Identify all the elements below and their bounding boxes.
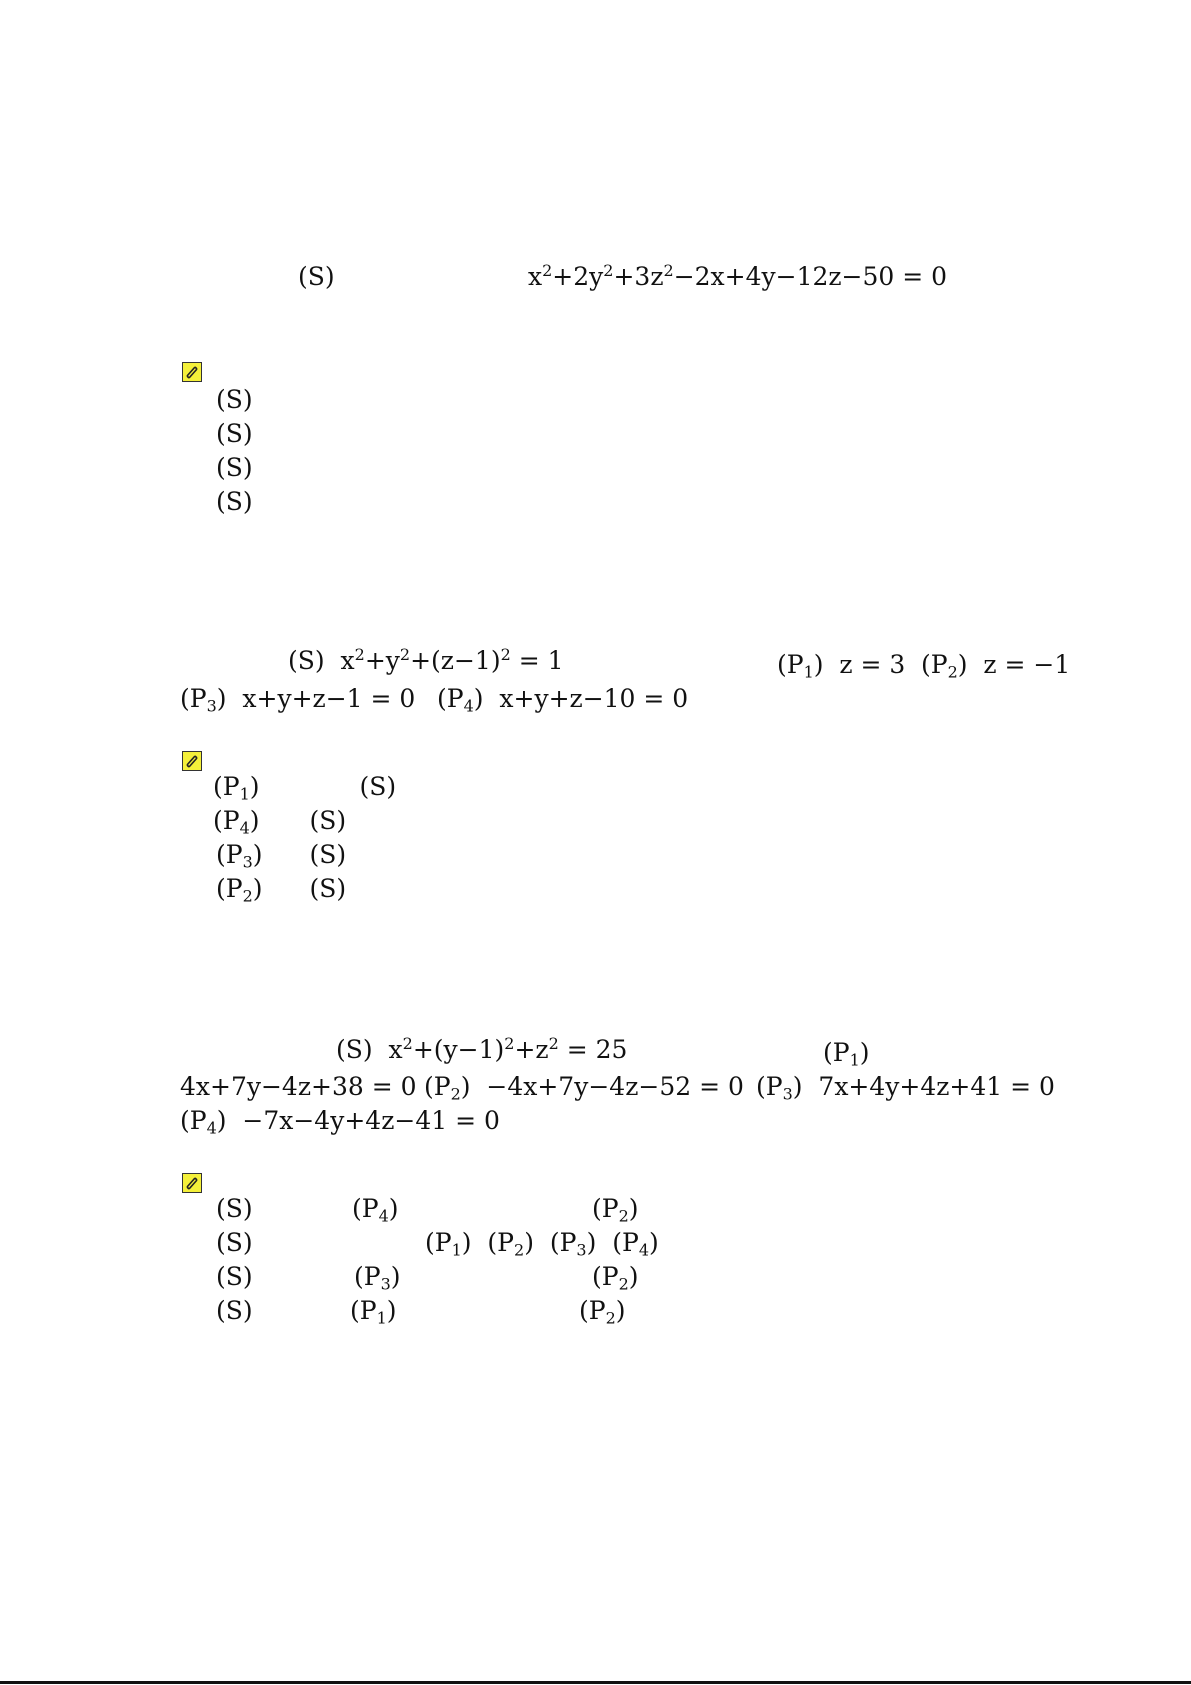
- q1-option-b[interactable]: (S): [216, 419, 253, 448]
- q2-option-a[interactable]: $(P_1)$ (S): [213, 772, 397, 804]
- q2-plane-p1: $(P_1) z = 3$: [777, 650, 906, 682]
- pencil-icon[interactable]: [182, 1173, 202, 1193]
- q3-plane-p4: $(P_4) -7x-4y+4z-41 = 0$: [180, 1106, 500, 1138]
- q2-option-d[interactable]: $(P_2)$ (S): [216, 874, 347, 906]
- q2-option-c[interactable]: $(P_3)$ (S): [216, 840, 347, 872]
- q3-plane-p1-label: $(P_1)$: [823, 1038, 870, 1070]
- q3-option-a-p4[interactable]: $(P_4)$: [352, 1194, 399, 1226]
- q1-option-c[interactable]: (S): [216, 453, 253, 482]
- q3-option-a-s[interactable]: (S): [216, 1194, 253, 1223]
- q3-option-c-p3[interactable]: $(P_3)$: [354, 1262, 401, 1294]
- pencil-icon[interactable]: [182, 751, 202, 771]
- q2-stem-line1: (S) $x^2+y^2+(z-1)^2 = 1$: [288, 645, 564, 675]
- pencil-icon[interactable]: [182, 362, 202, 382]
- q3-option-c-s[interactable]: (S): [216, 1262, 253, 1291]
- q3-option-d-p2[interactable]: $(P_2)$: [579, 1296, 626, 1328]
- q1-option-d[interactable]: (S): [216, 487, 253, 516]
- q1-sphere-label: (S): [298, 262, 335, 291]
- q1-equation: $x^2+2y^2+3z^2-2x+4y-12z-50 = 0$: [528, 261, 948, 291]
- q3-option-d-s[interactable]: (S): [216, 1296, 253, 1325]
- q3-option-c-p2[interactable]: $(P_2)$: [592, 1262, 639, 1294]
- q2-plane-p3: $(P_3) x+y+z-1 = 0$: [180, 684, 416, 716]
- q3-plane-p1: 4x+7y−4z+38 = 0: [180, 1072, 417, 1101]
- q3-plane-p3: $(P_3) 7x+4y+4z+41 = 0$: [756, 1072, 1055, 1104]
- q3-option-b-s[interactable]: (S): [216, 1228, 253, 1257]
- q2-plane-p4: $(P_4) x+y+z-10 = 0$: [437, 684, 689, 716]
- q3-option-a-p2[interactable]: $(P_2)$: [592, 1194, 639, 1226]
- q3-plane-p2: $(P_2) -4x+7y-4z-52 = 0$: [424, 1072, 744, 1104]
- page-bottom-border: [0, 1681, 1191, 1684]
- q1-option-a[interactable]: (S): [216, 385, 253, 414]
- q3-stem-line1: (S) $x^2+(y-1)^2+z^2 = 25$: [336, 1034, 628, 1064]
- q3-option-d-p1[interactable]: $(P_1)$: [350, 1296, 397, 1328]
- q2-option-b[interactable]: $(P_4)$ (S): [213, 806, 347, 838]
- q3-option-b-planes[interactable]: $(P_1)$ $(P_2)$ $(P_3)$ $(P_4)$: [425, 1228, 659, 1260]
- q2-plane-p2: $(P_2) z = -1$: [921, 650, 1071, 682]
